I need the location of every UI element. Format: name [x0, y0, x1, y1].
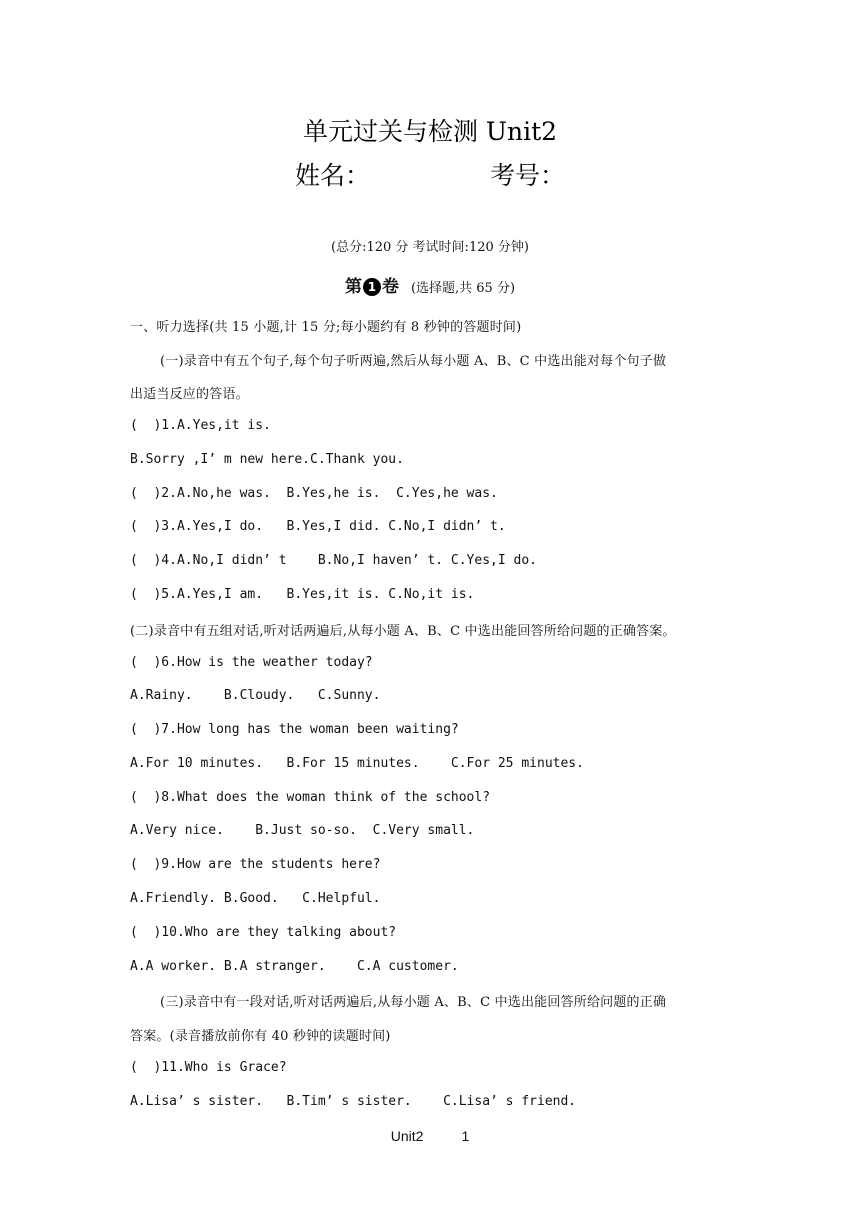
instruction-text: (二)录音中有五组对话,听对话两遍后,从每小题 A、B、C 中选出能回答所给问题的正确答案。 — [130, 624, 676, 639]
part-heading: 一、听力选择(共 15 小题,计 15 分;每小题约有 8 秒钟的答题时间) — [130, 320, 522, 335]
page-number: 1 — [461, 1128, 470, 1144]
question-line: ( )9.How are the students here? — [130, 857, 381, 872]
question-line: ( )2.A.No,he was. B.Yes,he is. C.Yes,he was. — [130, 486, 498, 501]
options-line: A.Friendly. B.Good. C.Helpful. — [130, 891, 381, 906]
question-line: ( )8.What does the woman think of the school? — [130, 790, 491, 805]
options-line: A.For 10 minutes. B.For 15 minutes. C.For 25 minutes. — [130, 756, 584, 771]
options-line: B.Sorry ,I’ m new here.C.Thank you. — [130, 452, 404, 467]
question-line: ( )5.A.Yes,I am. B.Yes,it is. C.No,it is. — [130, 587, 475, 602]
exam-info: (总分:120 分 考试时间:120 分钟) — [331, 240, 529, 255]
options-line: A.A worker. B.A stranger. C.A customer. — [130, 959, 459, 974]
instruction-text: (一)录音中有五个句子,每个句子听两遍,然后从每小题 A、B、C 中选出能对每个句子做 — [160, 354, 667, 369]
student-info-row — [0, 156, 860, 192]
question-line: ( )11.Who is Grace? — [130, 1060, 287, 1075]
options-line: A.Very nice. B.Just so-so. C.Very small. — [130, 823, 475, 838]
section-suffix: 卷 — [381, 277, 399, 297]
exam-number-label: 考号： — [490, 161, 566, 190]
page-footer — [0, 1128, 860, 1144]
options-line: A.Lisa’ s sister. B.Tim’ s sister. C.Lisa’ s friend. — [130, 1094, 577, 1109]
instruction-text: (三)录音中有一段对话,听对话两遍后,从每小题 A、B、C 中选出能回答所给问题的正确 — [160, 995, 667, 1010]
section-prefix: 第 — [344, 277, 362, 297]
question-line: ( )10.Who are they talking about? — [130, 925, 397, 940]
section-number-badge: 1 — [363, 278, 381, 296]
instruction-text: 答案。(录音播放前你有 40 秒钟的读题时间) — [130, 1029, 391, 1044]
question-line: ( )6.How is the weather today? — [130, 655, 373, 670]
section-note: (选择题,共 65 分) — [410, 281, 516, 296]
options-line: A.Rainy. B.Cloudy. C.Sunny. — [130, 688, 381, 703]
instruction-text: 出适当反应的答语。 — [130, 387, 249, 402]
section-heading — [0, 272, 860, 297]
question-line: ( )3.A.Yes,I do. B.Yes,I did. C.No,I didn’ t. — [130, 519, 506, 534]
question-line: ( )7.How long has the woman been waiting? — [130, 722, 459, 737]
page-title: 单元过关与检测 Unit2 — [302, 117, 558, 146]
question-line: ( )4.A.No,I didn’ t B.No,I haven’ t. C.Yes,I do. — [130, 553, 537, 568]
question-line: ( )1.A.Yes,it is. — [130, 418, 271, 433]
footer-unit: Unit2 — [390, 1128, 424, 1144]
name-label: 姓名： — [294, 161, 370, 190]
